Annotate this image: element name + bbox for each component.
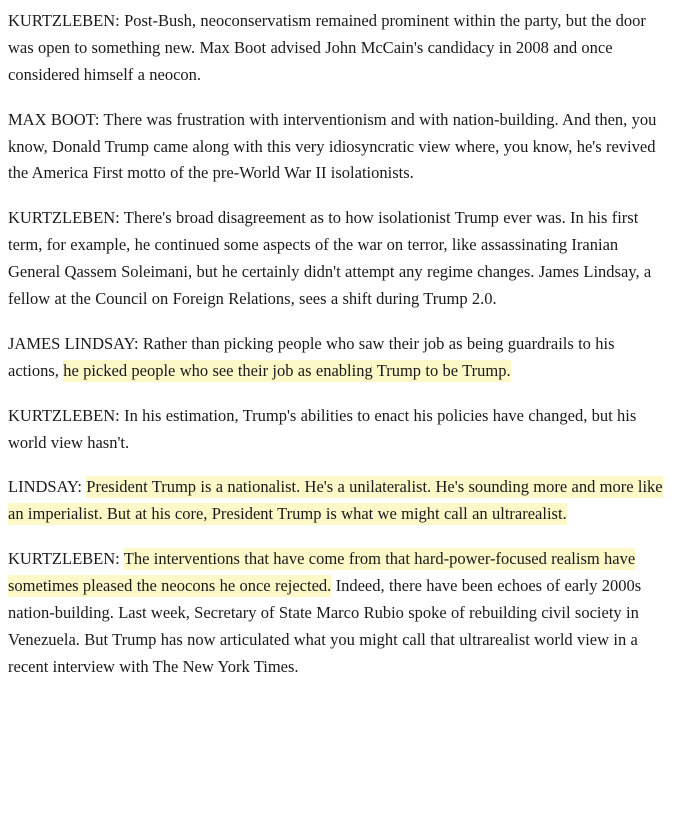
speaker-label: JAMES LINDSAY: bbox=[8, 333, 143, 353]
body-text: Post-Bush, neoconservatism remained prominent within the party, but the door was open to something new. Max Boot advised John McCain's candidacy in 2008 and once considered himself a neocon. bbox=[8, 11, 651, 84]
speaker-label: LINDSAY: bbox=[8, 477, 87, 497]
speaker-label: KURTZLEBEN: bbox=[8, 11, 125, 30]
speaker-label: KURTZLEBEN: bbox=[8, 405, 125, 425]
speaker-label: KURTZLEBEN: bbox=[8, 208, 124, 228]
body-text: Indeed, there have been echoes of early 2000s nation-building. Last week, Secretary of State Marco Rubio spoke of rebuilding civil society in Venezuela. But Trump has now articulated what you might call that ultrarealist world view in a recent interview with The New York Times. bbox=[8, 576, 646, 676]
transcript-paragraph bbox=[8, 8, 664, 89]
body-text: There was frustration with interventionism and with nation-building. And then, you know, Donald Trump came along with this very idiosyncratic view where, you know, he's revived the America First motto of the pre-World War II isolationists. bbox=[8, 109, 661, 183]
speaker-label: KURTZLEBEN: bbox=[8, 549, 124, 569]
highlighted-text[interactable]: he picked people who see their job as enabling Trump to be Trump. bbox=[63, 360, 511, 380]
transcript-paragraph bbox=[8, 205, 664, 313]
transcript-paragraph bbox=[8, 474, 664, 528]
body-text: Rather than picking people who saw their job as being guardrails to his actions, bbox=[8, 333, 619, 380]
highlighted-text[interactable]: President Trump is a nationalist. He's a unilateralist. He's sounding more and more like an imperialist. But at his core, President Trump is what we might call an ultrarealist. bbox=[8, 477, 663, 524]
speaker-label: MAX BOOT: bbox=[8, 109, 104, 129]
transcript-paragraph bbox=[8, 546, 664, 680]
transcript-paragraph bbox=[8, 331, 664, 385]
body-text: There's broad disagreement as to how isolationist Trump ever was. In his first term, for example, he continued some aspects of the war on terror, like assassinating Iranian General Qassem Soleimani, but he certainly didn't attempt any regime changes. James Lindsay, a fellow at the Council on Foreign Relations, sees a shift during Trump 2.0. bbox=[8, 208, 656, 309]
transcript-paragraph bbox=[8, 403, 664, 457]
highlighted-text[interactable]: The interventions that have come from that hard-power-focused realism have sometimes pleased the neocons he once rejected. bbox=[8, 549, 636, 596]
transcript-paragraph bbox=[8, 107, 664, 188]
body-text: In his estimation, Trump's abilities to enact his policies have changed, but his world view hasn't. bbox=[8, 405, 641, 452]
